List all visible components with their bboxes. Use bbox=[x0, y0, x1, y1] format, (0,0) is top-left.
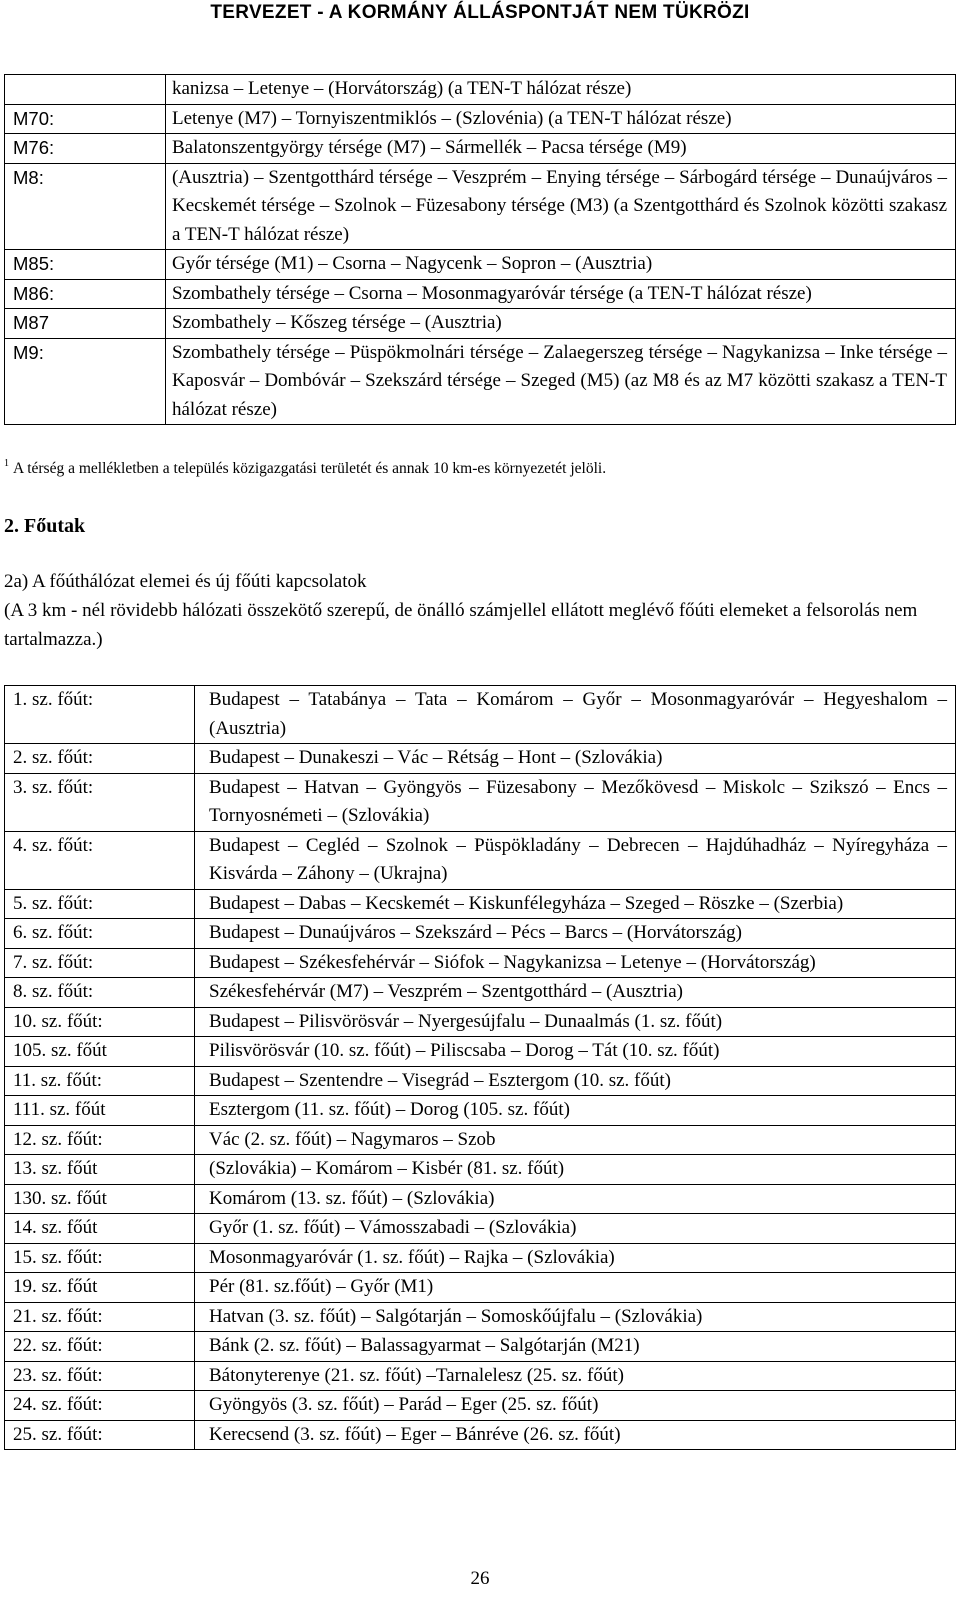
section-heading: 2. Főutak bbox=[4, 515, 86, 537]
road-code: 19. sz. főút bbox=[5, 1273, 195, 1303]
footnote-text: A térség a mellékletben a település közigazgatási területét és annak 10 km-es környezetét jelöli. bbox=[13, 460, 607, 477]
road-route: (Ausztria) – Szentgotthárd térsége – Veszprém – Enying térsége – Sárbogárd térsége – Dunaújváros – Kecskemét térsége – Szolnok – Füzesabony térsége (M3) (a Szentgotthárd és Szolnok közötti szakasz a TEN-T hálózat része) bbox=[166, 163, 956, 250]
main-road-row bbox=[5, 919, 956, 949]
road-code: 7. sz. főút: bbox=[5, 948, 195, 978]
road-route: Bátonyterenye (21. sz. főút) –Tarnalelesz (25. sz. főút) bbox=[195, 1361, 956, 1391]
road-code: 14. sz. főút bbox=[5, 1214, 195, 1244]
section-intro: (A 3 km - nél rövidebb hálózati összekötő szerepű, de önálló számjellel ellátott meglévő főúti elemeket a felsorolás nem tartalmazza.) bbox=[4, 600, 918, 650]
road-code: 11. sz. főút: bbox=[5, 1066, 195, 1096]
road-code: M70: bbox=[5, 104, 166, 134]
road-route: Szombathely térsége – Püspökmolnári térsége – Zalaegerszeg térsége – Nagykanizsa – Inke térsége – Kaposvár – Dombóvár – Szekszárd térsége – Szeged (M5) (az M8 és az M7 közötti szakasz a TEN-T hálózat része) bbox=[166, 338, 956, 425]
road-code: 23. sz. főút: bbox=[5, 1361, 195, 1391]
motorway-row bbox=[5, 309, 956, 339]
main-road-row bbox=[5, 1391, 956, 1421]
main-road-row bbox=[5, 1214, 956, 1244]
main-road-row bbox=[5, 1007, 956, 1037]
main-road-row bbox=[5, 1243, 956, 1273]
main-road-row bbox=[5, 1332, 956, 1362]
motorway-row bbox=[5, 134, 956, 164]
road-code: 13. sz. főút bbox=[5, 1155, 195, 1185]
main-road-row bbox=[5, 1361, 956, 1391]
road-code: 25. sz. főút: bbox=[5, 1420, 195, 1450]
road-code: 12. sz. főút: bbox=[5, 1125, 195, 1155]
road-route: Budapest – Tatabánya – Tata – Komárom – Győr – Mosonmagyaróvár – Hegyeshalom – (Ausztria) bbox=[195, 686, 956, 744]
road-route: Budapest – Dunaújváros – Szekszárd – Pécs – Barcs – (Horvátország) bbox=[195, 919, 956, 949]
road-route: Balatonszentgyörgy térsége (M7) – Sármellék – Pacsa térsége (M9) bbox=[166, 134, 956, 164]
road-code: 8. sz. főút: bbox=[5, 978, 195, 1008]
motorway-row bbox=[5, 104, 956, 134]
road-route: Bánk (2. sz. főút) – Balassagyarmat – Salgótarján (M21) bbox=[195, 1332, 956, 1362]
road-route: Szombathely térsége – Csorna – Mosonmagyaróvár térsége (a TEN-T hálózat része) bbox=[166, 279, 956, 309]
road-route: Pilisvörösvár (10. sz. főút) – Piliscsaba – Dorog – Tát (10. sz. főút) bbox=[195, 1037, 956, 1067]
main-road-row bbox=[5, 948, 956, 978]
road-code: 21. sz. főút: bbox=[5, 1302, 195, 1332]
main-road-row bbox=[5, 1037, 956, 1067]
road-code: 4. sz. főút: bbox=[5, 831, 195, 889]
footnote bbox=[4, 460, 606, 478]
road-route: Gyöngyös (3. sz. főút) – Parád – Eger (25. sz. főút) bbox=[195, 1391, 956, 1421]
road-code: 22. sz. főút: bbox=[5, 1332, 195, 1362]
road-route: kanizsa – Letenye – (Horvátország) (a TEN-T hálózat része) bbox=[166, 75, 956, 105]
main-road-row bbox=[5, 1302, 956, 1332]
road-route: Pér (81. sz.főút) – Győr (M1) bbox=[195, 1273, 956, 1303]
road-code bbox=[5, 75, 166, 105]
main-road-row bbox=[5, 744, 956, 774]
road-route: Székesfehérvár (M7) – Veszprém – Szentgotthárd – (Ausztria) bbox=[195, 978, 956, 1008]
road-code: 15. sz. főút: bbox=[5, 1243, 195, 1273]
road-code: 105. sz. főút bbox=[5, 1037, 195, 1067]
main-road-row bbox=[5, 1184, 956, 1214]
main-road-row bbox=[5, 686, 956, 744]
road-code: M9: bbox=[5, 338, 166, 425]
road-route: Vác (2. sz. főút) – Nagymaros – Szob bbox=[195, 1125, 956, 1155]
road-route: Budapest – Szentendre – Visegrád – Esztergom (10. sz. főút) bbox=[195, 1066, 956, 1096]
road-route: Budapest – Székesfehérvár – Siófok – Nagykanizsa – Letenye – (Horvátország) bbox=[195, 948, 956, 978]
main-road-row bbox=[5, 1125, 956, 1155]
page-number: 26 bbox=[470, 1568, 490, 1589]
footnote-marker: 1 bbox=[4, 458, 9, 469]
road-route: (Szlovákia) – Komárom – Kisbér (81. sz. főút) bbox=[195, 1155, 956, 1185]
motorway-row bbox=[5, 338, 956, 425]
road-route: Budapest – Hatvan – Gyöngyös – Füzesabony – Mezőkövesd – Miskolc – Szikszó – Encs – Tornyosnémeti – (Szlovákia) bbox=[195, 773, 956, 831]
road-route: Mosonmagyaróvár (1. sz. főút) – Rajka – (Szlovákia) bbox=[195, 1243, 956, 1273]
road-code: 24. sz. főút: bbox=[5, 1391, 195, 1421]
motorway-row bbox=[5, 279, 956, 309]
main-road-row bbox=[5, 773, 956, 831]
main-road-table bbox=[4, 685, 956, 1450]
road-code: M87 bbox=[5, 309, 166, 339]
road-route: Győr (1. sz. főút) – Vámosszabadi – (Szlovákia) bbox=[195, 1214, 956, 1244]
road-code: 3. sz. főút: bbox=[5, 773, 195, 831]
road-code: 130. sz. főút bbox=[5, 1184, 195, 1214]
main-road-row bbox=[5, 1096, 956, 1126]
section-subheading: 2a) A főúthálózat elemei és új főúti kapcsolatok bbox=[4, 571, 367, 592]
road-route: Budapest – Pilisvörösvár – Nyergesújfalu – Dunaalmás (1. sz. főút) bbox=[195, 1007, 956, 1037]
page-header: TERVEZET - A KORMÁNY ÁLLÁSPONTJÁT NEM TÜKRÖZI bbox=[210, 2, 750, 23]
main-road-row bbox=[5, 889, 956, 919]
motorway-table bbox=[4, 74, 956, 425]
road-code: M86: bbox=[5, 279, 166, 309]
road-code: 6. sz. főút: bbox=[5, 919, 195, 949]
motorway-row bbox=[5, 250, 956, 280]
road-route: Szombathely – Kőszeg térsége – (Ausztria) bbox=[166, 309, 956, 339]
road-route: Hatvan (3. sz. főút) – Salgótarján – Somoskőújfalu – (Szlovákia) bbox=[195, 1302, 956, 1332]
road-route: Kerecsend (3. sz. főút) – Eger – Bánréve (26. sz. főút) bbox=[195, 1420, 956, 1450]
motorway-row bbox=[5, 75, 956, 105]
road-code: 10. sz. főút: bbox=[5, 1007, 195, 1037]
road-route: Budapest – Cegléd – Szolnok – Püspökladány – Debrecen – Hajdúhadház – Nyíregyháza – Kisvárda – Záhony – (Ukrajna) bbox=[195, 831, 956, 889]
main-road-row bbox=[5, 831, 956, 889]
main-road-row bbox=[5, 1066, 956, 1096]
main-road-row bbox=[5, 1155, 956, 1185]
road-code: M76: bbox=[5, 134, 166, 164]
road-code: 5. sz. főút: bbox=[5, 889, 195, 919]
road-code: 2. sz. főút: bbox=[5, 744, 195, 774]
motorway-row bbox=[5, 163, 956, 250]
road-route: Budapest – Dunakeszi – Vác – Rétság – Hont – (Szlovákia) bbox=[195, 744, 956, 774]
main-road-row bbox=[5, 1273, 956, 1303]
road-code: 1. sz. főút: bbox=[5, 686, 195, 744]
road-route: Letenye (M7) – Tornyiszentmiklós – (Szlovénia) (a TEN-T hálózat része) bbox=[166, 104, 956, 134]
main-road-row bbox=[5, 978, 956, 1008]
road-route: Komárom (13. sz. főút) – (Szlovákia) bbox=[195, 1184, 956, 1214]
road-code: M85: bbox=[5, 250, 166, 280]
road-code: 111. sz. főút bbox=[5, 1096, 195, 1126]
road-route: Esztergom (11. sz. főút) – Dorog (105. sz. főút) bbox=[195, 1096, 956, 1126]
road-route: Győr térsége (M1) – Csorna – Nagycenk – Sopron – (Ausztria) bbox=[166, 250, 956, 280]
main-road-row bbox=[5, 1420, 956, 1450]
road-code: M8: bbox=[5, 163, 166, 250]
road-route: Budapest – Dabas – Kecskemét – Kiskunfélegyháza – Szeged – Röszke – (Szerbia) bbox=[195, 889, 956, 919]
